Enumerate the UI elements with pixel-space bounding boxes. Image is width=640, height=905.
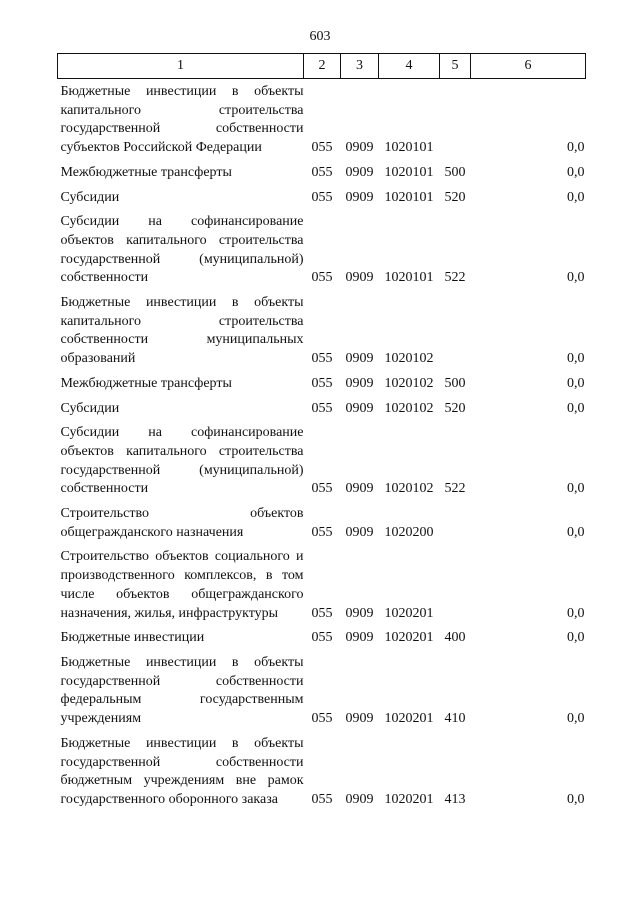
row-name: Субсидии [60,189,120,205]
row-col-4: 1020201 [384,605,434,621]
row-col-6: 0,0 [567,791,585,807]
row-col-4: 1020201 [384,791,434,807]
table-row [58,735,586,816]
row-col-3: 0909 [345,140,374,156]
row-col-4: 1020200 [384,524,434,540]
row-col-6: 0,0 [567,630,585,646]
row-col-6: 0,0 [567,375,585,391]
table-row [58,375,586,400]
row-col-4: 1020201 [384,711,434,727]
table-row [58,654,586,735]
row-col-2: 055 [311,524,333,540]
row-col-3: 0909 [345,400,374,416]
row-col-3: 0909 [345,711,374,727]
row-col-2: 055 [311,630,333,646]
row-name: Субсидии [60,400,120,416]
row-col-5 [440,505,471,548]
row-col-5: 500 [444,164,466,180]
row-col-5: 410 [444,711,466,727]
row-col-2: 055 [311,481,333,497]
budget-table [57,53,586,816]
table-row [58,629,586,654]
row-col-3: 0909 [345,189,374,205]
header-cell-4: 4 [379,54,440,79]
table-row [58,400,586,425]
row-name: Бюджетные инвестиции в объекты капитального строительства собственности муниципальных образований [60,295,304,367]
header-cell-5: 5 [440,54,471,79]
row-col-4: 1020101 [384,189,434,205]
row-col-6: 0,0 [567,270,585,286]
row-col-2: 055 [311,400,333,416]
row-col-5: 400 [444,630,466,646]
row-col-4: 1020101 [384,164,434,180]
row-col-4: 1020102 [384,400,434,416]
row-name: Бюджетные инвестиции в объекты капитального строительства государственной собственности субъектов Российской Федерации [60,84,304,156]
row-col-4: 1020101 [384,270,434,286]
table-row [58,294,586,375]
row-col-6: 0,0 [567,481,585,497]
row-col-6: 0,0 [567,605,585,621]
row-col-2: 055 [311,375,333,391]
row-col-5: 520 [444,400,466,416]
row-col-4: 1020102 [384,351,434,367]
row-col-6: 0,0 [567,400,585,416]
row-col-2: 055 [311,791,333,807]
table-row [58,164,586,189]
table-header-row [58,54,586,79]
row-col-5: 522 [444,481,466,497]
row-col-3: 0909 [345,791,374,807]
page-number: 603 [309,29,331,44]
table-row [58,424,586,505]
row-col-2: 055 [311,605,333,621]
row-col-2: 055 [311,711,333,727]
row-col-5 [440,548,471,629]
row-name: Бюджетные инвестиции в объекты государственной собственности федеральным государственным учреждениям [60,654,304,727]
header-cell-2: 2 [304,54,341,79]
row-name: Межбюджетные трансферты [60,375,232,391]
row-col-6: 0,0 [567,164,585,180]
table-row [58,505,586,548]
row-col-3: 0909 [345,351,374,367]
row-col-6: 0,0 [567,189,585,205]
row-col-4: 1020201 [384,630,434,646]
row-col-3: 0909 [345,630,374,646]
row-col-3: 0909 [345,164,374,180]
row-col-3: 0909 [345,270,374,286]
row-name: Строительство объектов социального и производственного комплексов, в том числе объектов общегражданского назначения, жилья, инфраструктуры [60,549,304,621]
table-row [58,79,586,164]
row-col-2: 055 [311,189,333,205]
row-col-5: 520 [444,189,466,205]
table-row [58,189,586,214]
row-col-6: 0,0 [567,140,585,156]
table-row [58,213,586,294]
header-cell-6: 6 [471,54,586,79]
row-name: Бюджетные инвестиции в объекты государственной собственности бюджетным учреждениям вне рамок государственного оборонного заказа [60,735,304,807]
row-name: Строительство объектов общегражданского назначения [60,506,304,540]
row-name: Субсидии на софинансирование объектов капитального строительства государственной (муниципальной) собственности [60,214,304,286]
row-col-2: 055 [311,164,333,180]
row-name: Субсидии на софинансирование объектов капитального строительства государственной (муниципальной) собственности [60,425,304,497]
row-col-5 [440,294,471,375]
row-col-3: 0909 [345,605,374,621]
row-col-6: 0,0 [567,351,585,367]
row-col-5: 500 [444,375,466,391]
row-col-4: 1020102 [384,375,434,391]
row-col-5: 522 [444,270,466,286]
row-col-4: 1020102 [384,481,434,497]
row-col-2: 055 [311,351,333,367]
row-col-5 [440,79,471,164]
row-name: Межбюджетные трансферты [60,164,232,180]
row-col-6: 0,0 [567,524,585,540]
row-col-3: 0909 [345,524,374,540]
row-name: Бюджетные инвестиции [60,630,205,646]
header-cell-3: 3 [341,54,379,79]
row-col-3: 0909 [345,375,374,391]
table-row [58,548,586,629]
row-col-2: 055 [311,140,333,156]
row-col-5: 413 [444,791,466,807]
row-col-2: 055 [311,270,333,286]
header-cell-1: 1 [58,54,304,79]
row-col-4: 1020101 [384,140,434,156]
row-col-6: 0,0 [567,711,585,727]
row-col-3: 0909 [345,481,374,497]
